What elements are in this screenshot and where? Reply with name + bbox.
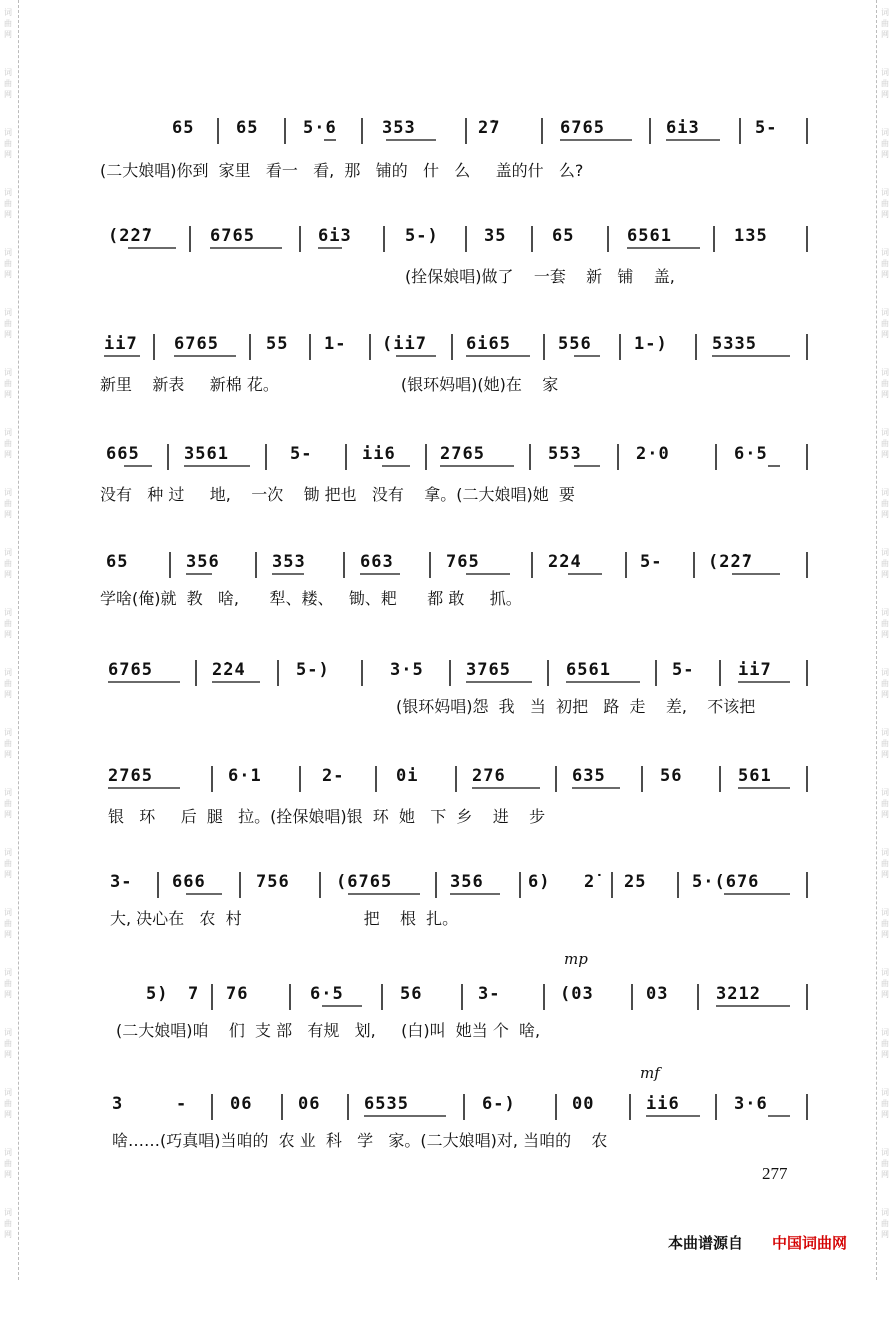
system-6-lyrics: (银环妈唱)怨 我 当 初把 路 走 差, 不该把 bbox=[396, 697, 756, 716]
watermark-char: 词 bbox=[4, 368, 12, 377]
watermark-char: 词 bbox=[4, 788, 12, 797]
note-group: 1- bbox=[324, 334, 347, 354]
watermark-char: 曲 bbox=[881, 919, 889, 928]
watermark-char: 词 bbox=[881, 428, 889, 437]
dynamic-mf: mf bbox=[640, 1064, 660, 1082]
note-group: 35 bbox=[484, 226, 507, 246]
watermark-char: 网 bbox=[881, 330, 889, 339]
note-group: 6561 bbox=[566, 660, 611, 680]
note-group: 6535 bbox=[364, 1094, 409, 1114]
watermark-char: 网 bbox=[881, 690, 889, 699]
note-group: 6765 bbox=[174, 334, 219, 354]
note-group: 5- bbox=[755, 118, 778, 138]
note-group: 6i3 bbox=[666, 118, 700, 138]
note-group: 5·6 bbox=[303, 118, 337, 138]
note-group: 556 bbox=[558, 334, 592, 354]
system-3-barlines bbox=[100, 334, 810, 364]
watermark-char: 曲 bbox=[881, 979, 889, 988]
watermark-char: 词 bbox=[4, 8, 12, 17]
note-group: ii6 bbox=[646, 1094, 680, 1114]
watermark-char: 词 bbox=[881, 548, 889, 557]
watermark-char: 网 bbox=[4, 930, 12, 939]
footer-site-name[interactable]: 中国词曲网 bbox=[772, 1234, 848, 1252]
watermark-char: 网 bbox=[881, 210, 889, 219]
system-7-lyrics: 银 环 后 腿 拉。(拴保娘唱)银 环 她 下 乡 进 步 bbox=[108, 807, 546, 826]
watermark-char: 网 bbox=[881, 1230, 889, 1239]
watermark-char: 词 bbox=[4, 68, 12, 77]
note-group: 6i65 bbox=[466, 334, 511, 354]
watermark-char: 曲 bbox=[4, 319, 12, 328]
watermark-char: 曲 bbox=[4, 1039, 12, 1048]
watermark-char: 网 bbox=[4, 990, 12, 999]
system-5-lyrics: 学啥(俺)就 教 啥, 犁、耧、 锄、耙 都 敢 抓。 bbox=[100, 589, 522, 608]
watermark-char: 词 bbox=[881, 668, 889, 677]
note-group: ii6 bbox=[362, 444, 396, 464]
watermark-char: 曲 bbox=[4, 619, 12, 628]
note-group: - bbox=[176, 1094, 188, 1114]
watermark-char: 词 bbox=[881, 308, 889, 317]
watermark-char: 曲 bbox=[4, 1159, 12, 1168]
watermark-char: 词 bbox=[881, 728, 889, 737]
watermark-char: 网 bbox=[4, 390, 12, 399]
watermark-char: 词 bbox=[881, 848, 889, 857]
watermark-char: 词 bbox=[4, 728, 12, 737]
watermark-char: 词 bbox=[4, 428, 12, 437]
note-group: 56 bbox=[400, 984, 423, 1004]
note-group: 353 bbox=[382, 118, 416, 138]
note-group: 5- bbox=[672, 660, 695, 680]
watermark-char: 曲 bbox=[4, 859, 12, 868]
watermark-char: 网 bbox=[4, 1110, 12, 1119]
watermark-char: 网 bbox=[881, 30, 889, 39]
note-group: 2̇24 bbox=[212, 660, 246, 680]
watermark-char: 词 bbox=[881, 8, 889, 17]
system-1-lyrics: (二大娘唱)你到 家里 看一 看, 那 铺的 什 么 盖的什 么? bbox=[100, 161, 584, 180]
system-2-lyrics: (拴保娘唱)做了 一套 新 铺 盖, bbox=[405, 267, 675, 286]
watermark-char: 网 bbox=[881, 750, 889, 759]
note-group: 3·6 bbox=[734, 1094, 768, 1114]
note-group: (2̇2̇7 bbox=[708, 552, 753, 572]
note-group: 06 bbox=[298, 1094, 321, 1114]
watermark-char: 词 bbox=[881, 368, 889, 377]
watermark-char: 词 bbox=[4, 548, 12, 557]
watermark-char: 词 bbox=[881, 908, 889, 917]
note-group: 0i bbox=[396, 766, 419, 786]
note-group: 65 bbox=[172, 118, 195, 138]
watermark-char: 词 bbox=[4, 188, 12, 197]
watermark-char: 网 bbox=[881, 1050, 889, 1059]
system-8-notes bbox=[100, 872, 810, 902]
system-10-barlines bbox=[100, 1094, 810, 1124]
note-group: 3·5 bbox=[390, 660, 424, 680]
watermark-char: 曲 bbox=[4, 1099, 12, 1108]
watermark-char: 网 bbox=[4, 150, 12, 159]
watermark-char: 网 bbox=[4, 1050, 12, 1059]
watermark-char: 词 bbox=[4, 308, 12, 317]
note-group: 666 bbox=[172, 872, 206, 892]
system-8-barlines bbox=[100, 872, 810, 902]
watermark-char: 网 bbox=[4, 210, 12, 219]
watermark-char: 网 bbox=[4, 1230, 12, 1239]
note-group: 3765 bbox=[466, 660, 511, 680]
watermark-char: 词 bbox=[4, 128, 12, 137]
watermark-char: 曲 bbox=[4, 679, 12, 688]
note-group: 553 bbox=[548, 444, 582, 464]
watermark-char: 网 bbox=[881, 630, 889, 639]
watermark-char: 曲 bbox=[881, 499, 889, 508]
note-group: 6765 bbox=[108, 660, 153, 680]
watermark-char: 曲 bbox=[881, 319, 889, 328]
note-group: 2·0 bbox=[636, 444, 670, 464]
watermark-char: 词 bbox=[4, 1148, 12, 1157]
watermark-char: 曲 bbox=[881, 1159, 889, 1168]
note-group: 6·5 bbox=[310, 984, 344, 1004]
system-4-barlines bbox=[100, 444, 810, 474]
watermark-char: 曲 bbox=[881, 1039, 889, 1048]
system-9-notes bbox=[100, 984, 810, 1014]
note-group: 135 bbox=[734, 226, 768, 246]
system-2-notes bbox=[100, 226, 810, 256]
note-group: 635 bbox=[572, 766, 606, 786]
note-group: 6765 bbox=[560, 118, 605, 138]
watermark-char: 词 bbox=[4, 488, 12, 497]
system-4-notes bbox=[100, 444, 810, 474]
note-group: 353 bbox=[272, 552, 306, 572]
note-group: 3212 bbox=[716, 984, 761, 1004]
watermark-char: 曲 bbox=[4, 1219, 12, 1228]
watermark-char: 网 bbox=[881, 990, 889, 999]
system-10-lyrics: 啥……(巧真唱)当咱的 农 业 科 学 家。(二大娘唱)对, 当咱的 农 bbox=[112, 1131, 608, 1150]
watermark-char: 网 bbox=[881, 1170, 889, 1179]
watermark-char: 曲 bbox=[4, 499, 12, 508]
note-group: 6i3 bbox=[318, 226, 352, 246]
note-group: 00 bbox=[572, 1094, 595, 1114]
watermark-char: 网 bbox=[4, 510, 12, 519]
note-group: (2̇2̇7 bbox=[108, 226, 153, 246]
watermark-char: 网 bbox=[881, 150, 889, 159]
system-3-lyrics: 新里 新表 新棉 花。 (银环妈唱)(她)在 家 bbox=[100, 375, 559, 394]
watermark-char: 词 bbox=[4, 668, 12, 677]
watermark-char: 曲 bbox=[4, 919, 12, 928]
note-group: 5-) bbox=[296, 660, 330, 680]
page-number: 277 bbox=[762, 1164, 788, 1183]
note-group: 7 bbox=[188, 984, 200, 1004]
system-7-notes bbox=[100, 766, 810, 796]
note-group: 06 bbox=[230, 1094, 253, 1114]
note-group: 756 bbox=[256, 872, 290, 892]
watermark-char: 曲 bbox=[881, 19, 889, 28]
watermark-char: 网 bbox=[4, 1170, 12, 1179]
note-group: 561 bbox=[738, 766, 772, 786]
system-6-notes bbox=[100, 660, 810, 690]
note-group: ii7 bbox=[738, 660, 772, 680]
watermark-char: 词 bbox=[881, 248, 889, 257]
watermark-char: 曲 bbox=[881, 259, 889, 268]
watermark-char: 词 bbox=[881, 128, 889, 137]
note-group: 65 bbox=[552, 226, 575, 246]
watermark-char: 网 bbox=[4, 330, 12, 339]
note-group: 65 bbox=[236, 118, 259, 138]
watermark-char: 网 bbox=[881, 270, 889, 279]
watermark-char: 曲 bbox=[881, 679, 889, 688]
system-5-barlines bbox=[100, 552, 810, 582]
watermark-char: 网 bbox=[881, 570, 889, 579]
watermark-char: 曲 bbox=[881, 859, 889, 868]
note-group: (ii7 bbox=[382, 334, 427, 354]
system-4-lyrics: 没有 种 过 地, 一次 锄 把也 没有 拿。(二大娘唱)她 要 bbox=[100, 485, 575, 504]
system-8-lyrics: 大, 决心在 农 村 把 根 扎。 bbox=[110, 909, 459, 928]
note-group: 2765 bbox=[108, 766, 153, 786]
system-1-barlines bbox=[100, 118, 810, 148]
watermark-char: 曲 bbox=[4, 19, 12, 28]
watermark-char: 词 bbox=[881, 608, 889, 617]
system-5-notes bbox=[100, 552, 810, 582]
watermark-char: 网 bbox=[881, 510, 889, 519]
watermark-char: 词 bbox=[881, 788, 889, 797]
watermark-char: 曲 bbox=[881, 139, 889, 148]
system-9-lyrics: (二大娘唱)咱 们 支 部 有规 划, (白)叫 她当 个 啥, bbox=[116, 1021, 541, 1040]
watermark-char: 曲 bbox=[4, 259, 12, 268]
watermark-char: 曲 bbox=[4, 799, 12, 808]
watermark-char: 词 bbox=[4, 248, 12, 257]
watermark-char: 曲 bbox=[4, 139, 12, 148]
watermark-char: 曲 bbox=[881, 1099, 889, 1108]
note-group: 665 bbox=[106, 444, 140, 464]
watermark-char: 网 bbox=[4, 30, 12, 39]
watermark-char: 曲 bbox=[4, 379, 12, 388]
watermark-char: 网 bbox=[4, 450, 12, 459]
footer-source-label: 本曲谱源自 bbox=[668, 1234, 744, 1252]
watermark-char: 曲 bbox=[881, 799, 889, 808]
watermark-char: 网 bbox=[881, 1110, 889, 1119]
watermark-char: 网 bbox=[4, 570, 12, 579]
watermark-char: 网 bbox=[4, 90, 12, 99]
note-group: 5) bbox=[146, 984, 169, 1004]
note-group: 2̇ bbox=[584, 872, 596, 892]
note-group: 5·(676 bbox=[692, 872, 760, 892]
watermark-char: 网 bbox=[881, 90, 889, 99]
watermark-char: 词 bbox=[4, 1028, 12, 1037]
note-group: 5- bbox=[290, 444, 313, 464]
note-group: 6-) bbox=[482, 1094, 516, 1114]
note-group: 1-) bbox=[634, 334, 668, 354]
system-2-barlines bbox=[100, 226, 810, 256]
watermark-char: 词 bbox=[881, 1148, 889, 1157]
note-group: 5-) bbox=[405, 226, 439, 246]
note-group: 6) bbox=[528, 872, 551, 892]
note-group: 663 bbox=[360, 552, 394, 572]
watermark-char: 词 bbox=[4, 848, 12, 857]
watermark-char: 曲 bbox=[881, 739, 889, 748]
note-group: 276 bbox=[472, 766, 506, 786]
watermark-char: 曲 bbox=[4, 559, 12, 568]
watermark-char: 网 bbox=[881, 450, 889, 459]
watermark-char: 词 bbox=[881, 1088, 889, 1097]
note-group: 2̇24 bbox=[548, 552, 582, 572]
system-6-barlines bbox=[100, 660, 810, 690]
watermark-char: 网 bbox=[4, 810, 12, 819]
note-group: 3- bbox=[110, 872, 133, 892]
note-group: 3561 bbox=[184, 444, 229, 464]
watermark-char: 词 bbox=[881, 68, 889, 77]
watermark-char: 曲 bbox=[881, 559, 889, 568]
watermark-char: 网 bbox=[881, 390, 889, 399]
watermark-char: 网 bbox=[4, 630, 12, 639]
system-10-notes bbox=[100, 1094, 810, 1124]
watermark-char: 曲 bbox=[881, 439, 889, 448]
watermark-char: 词 bbox=[4, 968, 12, 977]
note-group: 6·5 bbox=[734, 444, 768, 464]
watermark-char: 网 bbox=[881, 930, 889, 939]
watermark-char: 曲 bbox=[4, 439, 12, 448]
watermark-char: 曲 bbox=[881, 379, 889, 388]
note-group: 56 bbox=[660, 766, 683, 786]
note-group: 5335 bbox=[712, 334, 757, 354]
watermark-char: 词 bbox=[4, 908, 12, 917]
watermark-char: 词 bbox=[881, 1028, 889, 1037]
note-group: 2765 bbox=[440, 444, 485, 464]
watermark-char: 词 bbox=[4, 1088, 12, 1097]
watermark-char: 词 bbox=[881, 968, 889, 977]
watermark-char: 词 bbox=[4, 1208, 12, 1217]
system-7-barlines bbox=[100, 766, 810, 796]
watermark-char: 网 bbox=[4, 870, 12, 879]
dynamic-mp: mp bbox=[564, 950, 588, 968]
watermark-char: 词 bbox=[881, 488, 889, 497]
note-group: 2- bbox=[322, 766, 345, 786]
note-group: 356 bbox=[186, 552, 220, 572]
watermark-char: 曲 bbox=[4, 79, 12, 88]
watermark-char: 曲 bbox=[881, 199, 889, 208]
watermark-char: 网 bbox=[881, 810, 889, 819]
watermark-char: 曲 bbox=[881, 619, 889, 628]
watermark-char: 网 bbox=[4, 270, 12, 279]
watermark-char: 曲 bbox=[881, 1219, 889, 1228]
watermark-char: 曲 bbox=[4, 739, 12, 748]
watermark-char: 词 bbox=[4, 608, 12, 617]
note-group: 5- bbox=[640, 552, 663, 572]
note-group: 765 bbox=[446, 552, 480, 572]
watermark-char: 网 bbox=[4, 750, 12, 759]
note-group: 65 bbox=[106, 552, 129, 572]
note-group: 3- bbox=[478, 984, 501, 1004]
note-group: 6765 bbox=[210, 226, 255, 246]
note-group: 2̇7 bbox=[478, 118, 501, 138]
watermark-char: 曲 bbox=[4, 979, 12, 988]
watermark-char: 网 bbox=[881, 870, 889, 879]
note-group: (03 bbox=[560, 984, 594, 1004]
note-group: 03 bbox=[646, 984, 669, 1004]
note-group: 25 bbox=[624, 872, 647, 892]
watermark-char: 词 bbox=[881, 188, 889, 197]
system-3-notes bbox=[100, 334, 810, 364]
note-group: ii7 bbox=[104, 334, 138, 354]
note-group: 356 bbox=[450, 872, 484, 892]
watermark-char: 曲 bbox=[881, 79, 889, 88]
note-group: 55 bbox=[266, 334, 289, 354]
watermark-char: 网 bbox=[4, 690, 12, 699]
note-group: 3 bbox=[112, 1094, 124, 1114]
note-group: 76 bbox=[226, 984, 249, 1004]
system-1-notes bbox=[100, 118, 810, 148]
note-group: 6·1 bbox=[228, 766, 262, 786]
system-9-barlines bbox=[100, 984, 810, 1014]
note-group: (6765 bbox=[336, 872, 393, 892]
watermark-char: 曲 bbox=[4, 199, 12, 208]
note-group: 6561 bbox=[627, 226, 672, 246]
watermark-char: 词 bbox=[881, 1208, 889, 1217]
